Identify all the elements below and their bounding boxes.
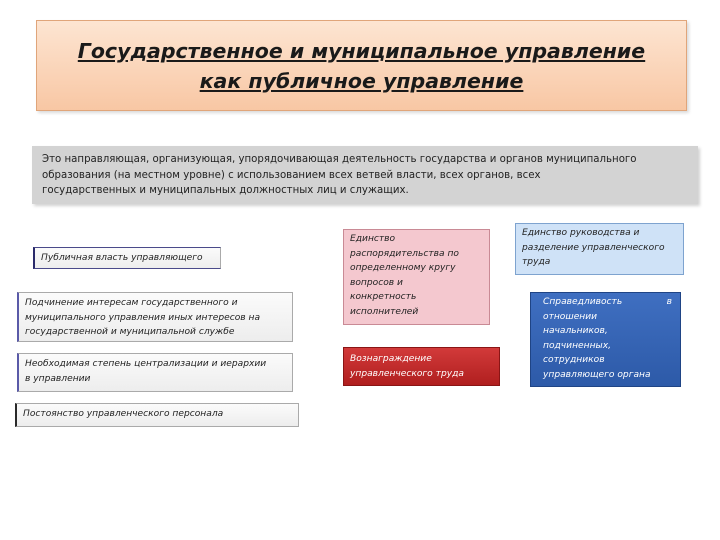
principle-box-division-of-labor	[515, 223, 684, 275]
principle-text: Справедливость	[543, 297, 623, 307]
principle-text: в управлении	[25, 373, 91, 384]
principle-text: определенному кругу	[350, 263, 456, 273]
principle-box-staff-stability	[15, 403, 299, 427]
principle-text: Необходимая степень централизации и иерархии	[25, 359, 267, 369]
principle-text: распорядительства по	[350, 248, 459, 259]
principle-text: исполнителей	[350, 306, 419, 317]
title-line-2: как публичное управление	[199, 68, 524, 93]
definition-line-2: образования (на местном уровне) с использованием всех ветвей власти, всех органов, всех	[42, 169, 541, 181]
definition-line-1: Это направляющая, организующая, упорядочивающая деятельность государства и органов муниципального	[42, 154, 637, 165]
principle-first-row	[543, 295, 672, 310]
principle-text: начальников,	[543, 326, 608, 336]
principle-text: Единство руководства и	[522, 228, 640, 238]
principle-text: вопросов и	[350, 277, 403, 288]
principle-text: муниципального управления иных интересов на	[25, 312, 261, 323]
principle-box-subordination	[17, 292, 293, 342]
principle-box-public-power	[33, 247, 221, 269]
principle-text: труда	[522, 257, 551, 267]
principle-text: Постоянство управленческого персонала	[23, 409, 224, 419]
title-box	[36, 20, 687, 111]
principle-text: отношении	[543, 311, 598, 322]
principle-text: управляющего органа	[543, 369, 651, 380]
principle-text: сотрудников	[543, 355, 605, 365]
principle-box-remuneration	[343, 347, 500, 386]
title-line-1: Государственное и муниципальное управление	[77, 38, 646, 63]
principle-text: конкретность	[350, 292, 417, 302]
principle-text: Публичная власть управляющего	[41, 253, 203, 263]
definition-box	[32, 146, 698, 204]
definition-line-3: государственных и муниципальных должностных лиц и служащих.	[42, 185, 409, 196]
principle-text: Подчинение интересам государственного и	[25, 298, 238, 308]
principle-text: государственной и муниципальной службе	[25, 327, 235, 337]
principle-text: Единство	[350, 234, 396, 244]
principle-box-fairness	[530, 292, 681, 387]
principle-box-unity-of-command	[343, 229, 490, 325]
principle-text: разделение управленческого	[522, 242, 665, 253]
principle-text: управленческого труда	[350, 368, 464, 379]
principle-box-centralization	[17, 353, 293, 392]
principle-text: Вознаграждение	[350, 354, 432, 364]
principle-text: в	[666, 297, 672, 307]
principle-text: подчиненных,	[543, 340, 611, 351]
